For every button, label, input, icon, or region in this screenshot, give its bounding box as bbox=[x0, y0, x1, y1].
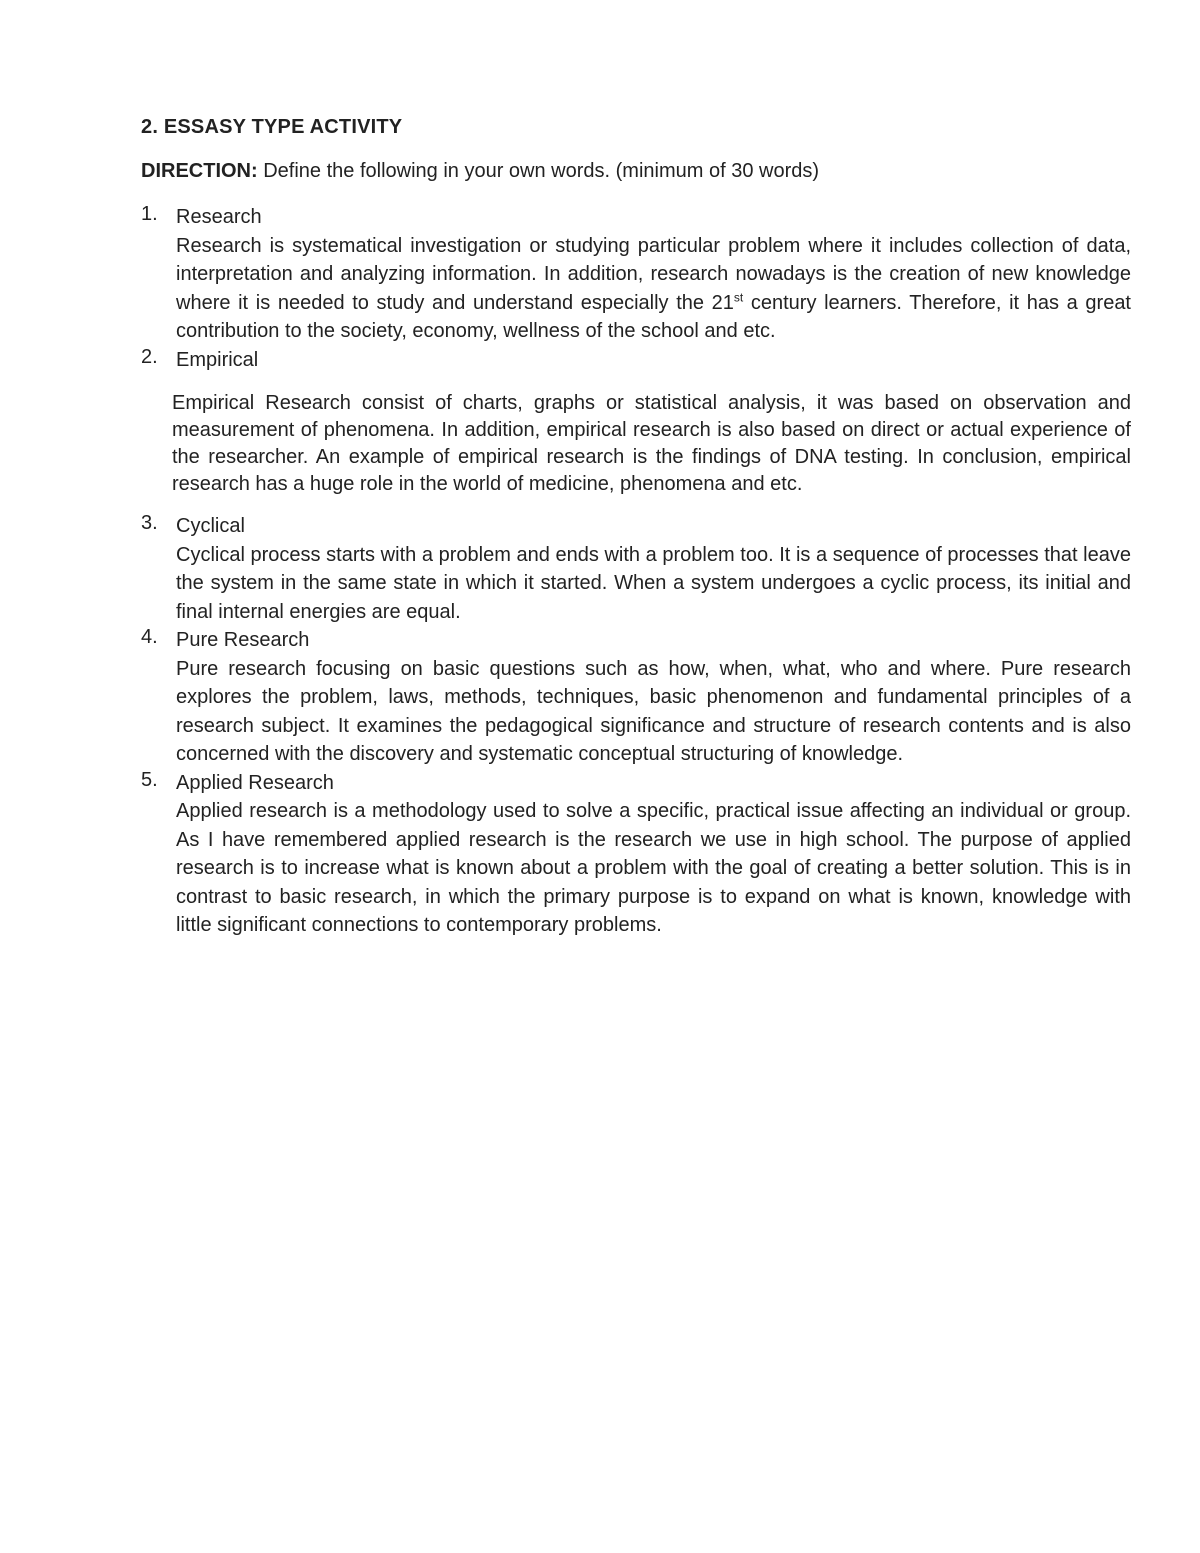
item-number: 2. bbox=[141, 345, 158, 368]
item-definition bbox=[176, 232, 1131, 346]
item-definition: Applied research is a methodology used to solve a specific, practical issue affecting an individual or group. As I have remembered applied research is the research we use in high school. The purpose of applied research is to increase what is known about a problem with the goal of creating a better solution. This is in contrast to basic research, in which the primary purpose is to expand on what is known, knowledge with little significant connections to contemporary problems. bbox=[176, 800, 1131, 936]
superscript-ordinal: st bbox=[733, 289, 744, 304]
item-definition: Cyclical process starts with a problem and ends with a problem too. It is a sequence of processes that leave the system in the same state in which it started. When a system undergoes a cyclic process, its initial and final internal energies are equal. bbox=[176, 543, 1131, 623]
direction-line bbox=[141, 160, 819, 183]
direction-label: DIRECTION: bbox=[141, 160, 258, 182]
definition-text: Research is systematical investigation or studying particular problem where it includes collection of data, interpretation and analyzing information. In addition, research nowadays is the creation of new knowledge where it is needed to study and understand especially the 21 bbox=[176, 234, 1131, 314]
item-number: 1. bbox=[141, 203, 158, 225]
list-item-cyclical bbox=[141, 512, 1131, 626]
list-item-pure-research bbox=[141, 626, 1131, 769]
item-number: 3. bbox=[141, 512, 158, 534]
definition-list bbox=[141, 203, 1131, 940]
item-term: Cyclical bbox=[176, 515, 245, 537]
list-item-applied-research bbox=[141, 769, 1131, 940]
item-term: Applied Research bbox=[176, 771, 334, 794]
list-item-empirical bbox=[141, 346, 1131, 499]
item-term: Empirical bbox=[176, 348, 259, 371]
direction-text: Define the following in your own words. (minimum of 30 words) bbox=[257, 160, 820, 182]
item-definition: Pure research focusing on basic questions such as how, when, what, who and where. Pure research explores the problem, laws, methods, techniques, basic phenomenon and fundamental principles of a research subject. It examines the pedagogical significance and structure of research contents and is also concerned with the discovery and systematic conceptual structuring of knowledge. bbox=[176, 657, 1131, 765]
item-number: 5. bbox=[141, 768, 158, 791]
definition-text-cont: century learners. Therefore, it has a great contribution to the society, economy, wellness of the school and etc. bbox=[176, 291, 1131, 342]
activity-heading: 2. ESSASY TYPE ACTIVITY bbox=[141, 116, 403, 138]
list-item-research bbox=[141, 203, 1131, 346]
item-term: Research bbox=[176, 206, 262, 228]
item-term: Pure Research bbox=[176, 629, 310, 651]
item-number: 4. bbox=[141, 626, 158, 648]
item-definition: Empirical Research consist of charts, graphs or statistical analysis, it was based on observation and measurement of phenomena. In addition, empirical research is also based on direct or actual experience of the researcher. An example of empirical research is the findings of DNA testing. In conclusion, empirical research has a huge role in the world of medicine, phenomena and etc. bbox=[172, 392, 1131, 495]
